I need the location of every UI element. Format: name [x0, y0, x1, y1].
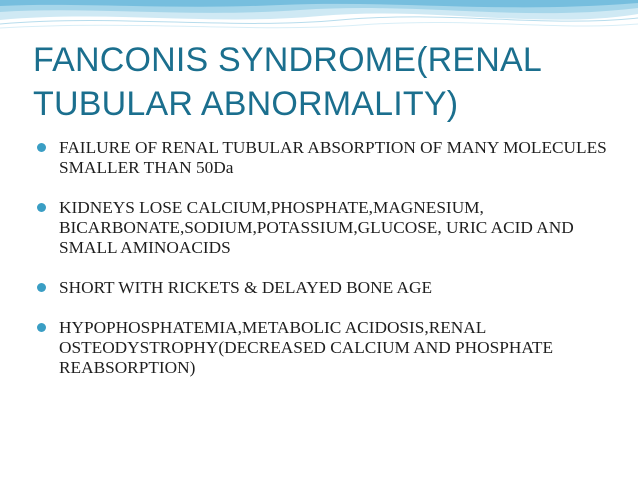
bullet-item: [37, 278, 627, 298]
bullet-dot-icon: [37, 203, 46, 212]
bullet-item: [37, 318, 627, 378]
bullet-text: SHORT WITH RICKETS & DELAYED BONE AGE: [59, 278, 433, 297]
bullet-dot-icon: [37, 283, 46, 292]
slide-title: FANCONIS SYNDROME(RENAL TUBULAR ABNORMALITY): [33, 41, 541, 123]
bullet-text: FAILURE OF RENAL TUBULAR ABSORPTION OF MANY MOLECULES SMALLER THAN 50Da: [59, 138, 607, 177]
bullet-item: [37, 138, 627, 178]
header-wave-banner: [0, 0, 638, 34]
bullet-text: HYPOPHOSPHATEMIA,METABOLIC ACIDOSIS,RENAL OSTEODYSTROPHY(DECREASED CALCIUM AND PHOSPHATE REABSORPTION): [59, 318, 553, 377]
bullet-item: [37, 198, 627, 258]
bullet-text: KIDNEYS LOSE CALCIUM,PHOSPHATE,MAGNESIUM, BICARBONATE,SODIUM,POTASSIUM,GLUCOSE, URIC ACID AND SMALL AMINOACIDS: [59, 198, 574, 257]
bullet-list: [37, 138, 627, 398]
bullet-dot-icon: [37, 323, 46, 332]
bullet-dot-icon: [37, 143, 46, 152]
